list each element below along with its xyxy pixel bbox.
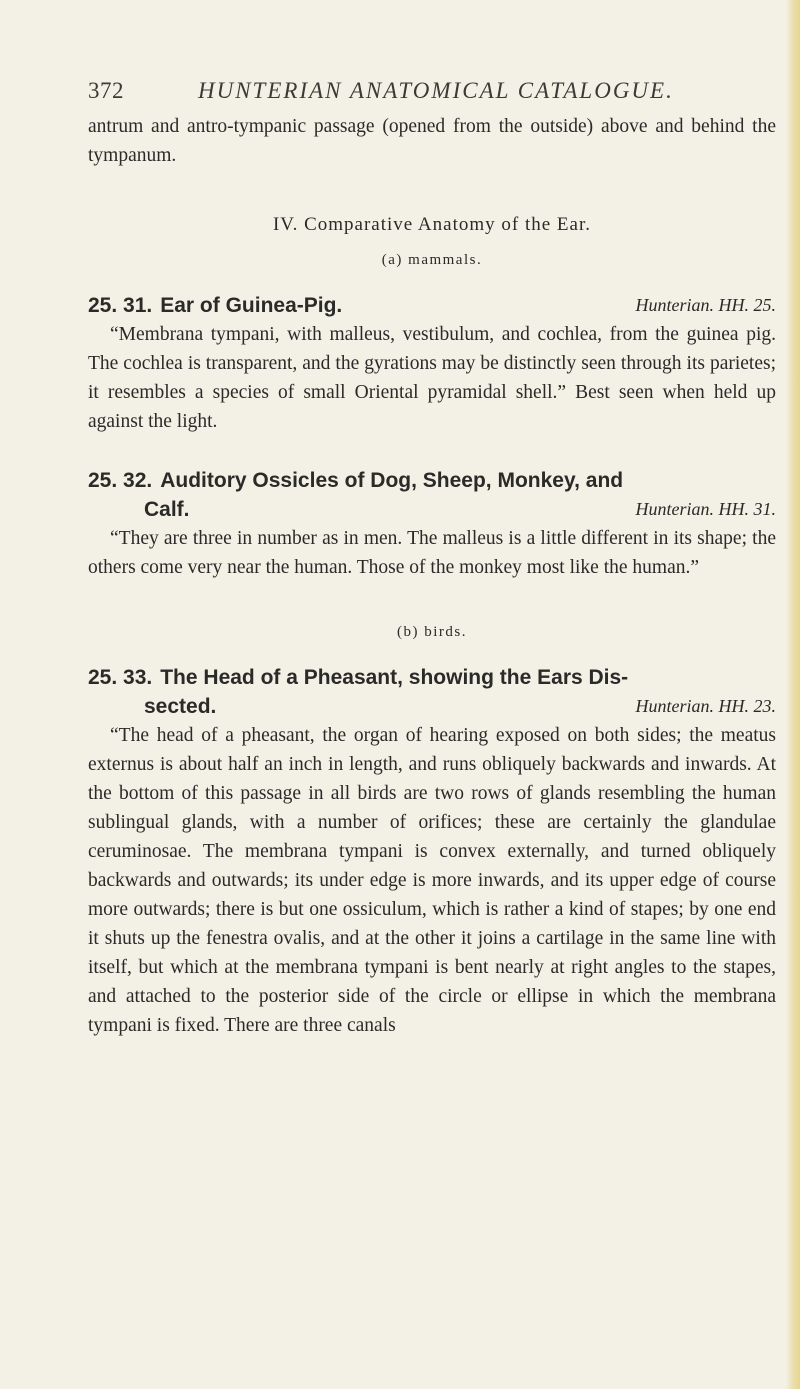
entry-number: 25. 31. (88, 294, 153, 317)
subsection-title-mammals: (a) mammals. (381, 252, 483, 268)
entry-description: “They are three in number as in men. The malleus is a little different in its shape; the others come very near the human. Those of the monkey most like the human.” (88, 528, 776, 578)
entry-title: The Head of a Pheasant, showing the Ears Dis- (160, 666, 629, 689)
entry-reference: Hunterian. HH. 25. (635, 295, 776, 315)
section-title: IV. Comparative Anatomy of the Ear. (272, 214, 591, 235)
catalogue-entry-25-32 (88, 466, 776, 582)
catalogue-entry-25-33 (88, 663, 776, 1040)
intro-paragraph: antrum and antro-tympanic passage (opened from the outside) above and behind the tympanum. (88, 116, 776, 166)
entry-reference: Hunterian. HH. 31. (635, 499, 776, 519)
entry-description: “Membrana tympani, with malleus, vestibulum, and cochlea, from the guinea pig. The cochlea is transparent, and the gyrations may be distinctly seen through its parietes; it resembles a species of small Oriental pyramidal shell.” Best seen when held up against the light. (88, 324, 776, 432)
page-edge-discoloration (786, 0, 800, 1389)
page-number: 372 (88, 78, 124, 103)
entry-heading (88, 663, 776, 692)
entry-number: 25. 33. (88, 666, 153, 689)
entry-title: Ear of Guinea-Pig. (160, 294, 343, 317)
entry-number: 25. 32. (88, 469, 153, 492)
entry-heading (88, 466, 776, 495)
page-content (88, 112, 776, 1040)
entry-title-continued: Calf. (144, 498, 190, 521)
entry-title-continued: sected. (144, 695, 217, 718)
running-title: HUNTERIAN ANATOMICAL CATALOGUE. (198, 78, 674, 103)
entry-heading (88, 291, 776, 320)
entry-heading-continued (88, 692, 776, 721)
entry-title: Auditory Ossicles of Dog, Sheep, Monkey, and (160, 469, 624, 492)
entry-description: “The head of a pheasant, the organ of hearing exposed on both sides; the meatus externus is about half an inch in length, and runs obliquely backwards and inwards. At the bottom of this passage in all birds are two rows of glands resembling the human sublingual glands, with a number of orifices; these are certainly the glandulae ceruminosae. The membrana tympani is convex externally, and turned obliquely backwards and outwards; its under edge is more inwards, and its upper edge of course more outwards; there is but one ossiculum, which is rather a kind of stapes; by one end it shuts up the fenestra ovalis, and at the other it joins a cartilage in the same line with itself, but which at the membrana tympani is bent nearly at right angles to the stapes, and attached to the posterior side of the circle or ellipse in which the membrana tympani is fixed. There are three canals (88, 725, 776, 1036)
catalogue-entry-25-31 (88, 291, 776, 436)
entry-reference: Hunterian. HH. 23. (635, 696, 776, 716)
entry-heading-continued (88, 495, 776, 524)
subsection-title-birds: (b) birds. (397, 624, 467, 640)
running-header (88, 78, 728, 108)
